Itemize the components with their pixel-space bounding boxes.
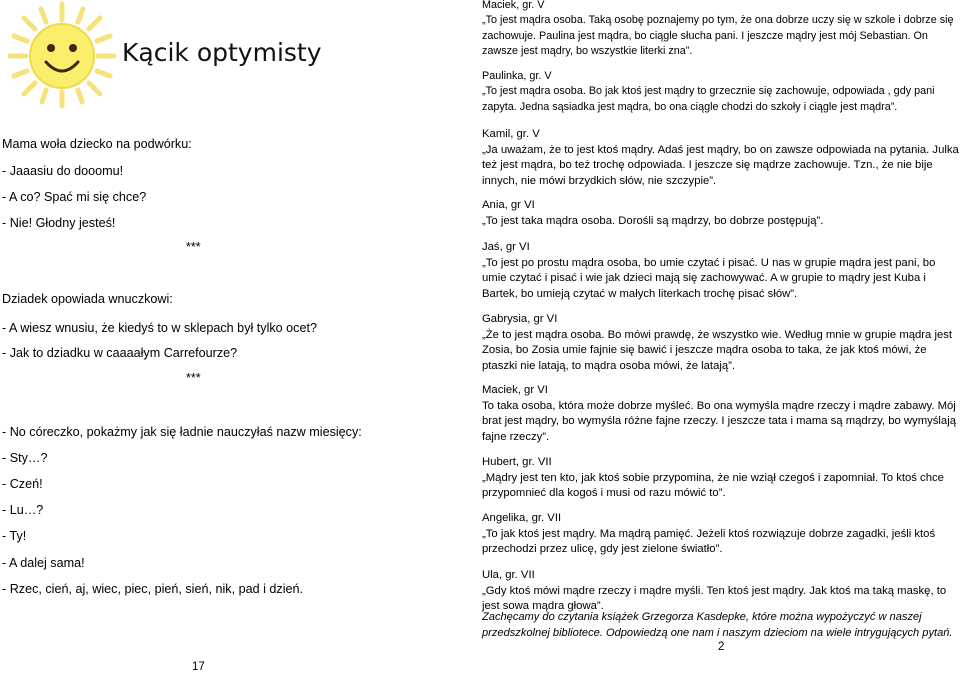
quote-author: Paulinka, gr. V — [482, 70, 552, 82]
quote-entry — [482, 383, 960, 445]
quote-entry — [482, 455, 960, 502]
page-title: Kącik optymisty — [122, 38, 322, 67]
quote-text: „Gdy ktoś mówi mądre rzeczy i mądre myśli. Ten ktoś jest mądry. Jak ktoś ma taką maskę, to jest sowa mądra głowa”. — [482, 584, 947, 612]
separator: *** — [186, 371, 201, 385]
page-number: 2 — [718, 641, 725, 653]
quote-author: Ula, gr. VII — [482, 569, 535, 581]
quote-author: Maciek, gr. V — [482, 0, 545, 11]
joke2-line: - A wiesz wnusiu, że kiedyś to w sklepach był tylko ocet? — [2, 321, 317, 335]
quote-entry — [482, 198, 960, 229]
smiling-sun-icon — [4, 0, 120, 110]
quote-text: „Mądry jest ten kto, jak ktoś sobie przypomina, że nie wziął czegoś i zapomniał. To ktoś chce przypomnieć dla kogoś i musi od razu mówić to”. — [482, 471, 944, 499]
quote-author: Hubert, gr. VII — [482, 456, 552, 468]
quote-entry — [482, 511, 960, 558]
quote-entry — [482, 127, 960, 189]
joke1-line: Mama woła dziecko na podwórku: — [2, 137, 192, 151]
quote-text: „To jest po prostu mądra osoba, bo umie czytać i pisać. U nas w grupie mądra jest pani, bo umie czytać i pisać i wie jak dzieci mają się zachowywać. A w grupie to mądry jest Kuba i Bartek, bo umieją czytać w małych literkach trochę pisać słów”. — [482, 256, 936, 300]
quote-text: „To jest mądra osoba. Bo jak ktoś jest mądry to grzecznie się zachowuje, odpowiada , gdy pani zapyta. Jedna sąsiadka jest mądra, bo ona ciągle chodzi do szkoły i ciągle jest mądra”. — [482, 85, 935, 113]
library-note: Zachęcamy do czytania książek Grzegorza Kasdepke, które można wypożyczyć w naszej przedszkolnej bibliotece. Odpowiedzą one nam i naszym dzieciom na wiele intrygujących pytań. — [482, 611, 953, 639]
quote-entry — [482, 240, 960, 302]
quote-entry — [482, 312, 960, 374]
quote-text: „To jest mądra osoba. Taką osobę poznajemy po tym, że ona dobrze uczy się w szkole i dobrze się zachowuje. Paulina jest mądra, bo ciągle słucha pani. I jeszcze mądry jest mój Sebastian. On zawsze jest mądry, bo wszystkie literki zna”. — [482, 14, 954, 57]
quote-text: „Ja uważam, że to jest ktoś mądry. Adaś jest mądry, bo on zawsze odpowiada na pytania. Julka też jest mądra, bo też trochę odpowiada. I jeszcze się mądrze zachowuje. Tzn., że nie bije innych, nie mówi brzydkich słów, nie szczypie”. — [482, 143, 959, 187]
joke3-line: - Czeń! — [2, 477, 43, 491]
quote-author: Ania, gr VI — [482, 199, 535, 211]
quote-text: „To jak ktoś jest mądry. Ma mądrą pamięć. Jeżeli ktoś rozwiązuje dobrze zagadki, jeśli ktoś przechodzi przez ulicę, gdy jest zielone światło”. — [482, 527, 936, 555]
page-number: 17 — [192, 661, 205, 673]
right-page — [482, 0, 960, 673]
quote-entry — [482, 568, 960, 615]
joke3-line: - Sty…? — [2, 451, 48, 465]
quote-entry — [482, 0, 960, 59]
quote-text: „Że to jest mądra osoba. Bo mówi prawdę, że wszystko wie. Według mnie w grupie mądra jest Zosia, bo Zosia umie fajnie się bawić i jeszcze mądra osoba to taka, że jak ktoś mówi, że ptaszki nie latają, to mądra osoba mówi, że latają”. — [482, 328, 953, 372]
joke1-line: - Jaaasiu do dooomu! — [2, 164, 124, 178]
left-page — [0, 0, 470, 673]
joke3-line: - No córeczko, pokażmy jak się ładnie nauczyłaś nazw miesięcy: — [2, 425, 362, 439]
joke3-line: - Lu…? — [2, 503, 44, 517]
joke2-line: Dziadek opowiada wnuczkowi: — [2, 292, 173, 306]
quote-author: Jaś, gr VI — [482, 241, 530, 253]
quote-text: To taka osoba, która może dobrze myśleć. Bo ona wymyśla mądre rzeczy i mądre zabawy. Mój brat jest mądry, bo wymyśla różne fajne rzeczy. I jeszcze tata i mama są mądrzy, bo wymyślają fajne rzeczy”. — [482, 399, 956, 443]
joke2-line: - Jak to dziadku w caaaałym Carrefourze? — [2, 346, 238, 360]
quote-author: Maciek, gr VI — [482, 384, 548, 396]
joke1-line: - Nie! Głodny jesteś! — [2, 216, 116, 230]
joke3-line: - A dalej sama! — [2, 556, 85, 570]
separator: *** — [186, 240, 201, 254]
quote-entry — [482, 69, 960, 115]
joke3-line: - Ty! — [2, 529, 27, 543]
joke1-line: - A co? Spać mi się chce? — [2, 190, 147, 204]
quote-author: Kamil, gr. V — [482, 128, 540, 140]
quote-author: Angelika, gr. VII — [482, 512, 562, 524]
quote-author: Gabrysia, gr VI — [482, 313, 558, 325]
joke3-line: - Rzec, cień, aj, wiec, piec, pień, sień, nik, pad i dzień. — [2, 582, 303, 596]
quote-text: „To jest taka mądra osoba. Dorośli są mądrzy, bo dobrze postępują”. — [482, 214, 824, 227]
